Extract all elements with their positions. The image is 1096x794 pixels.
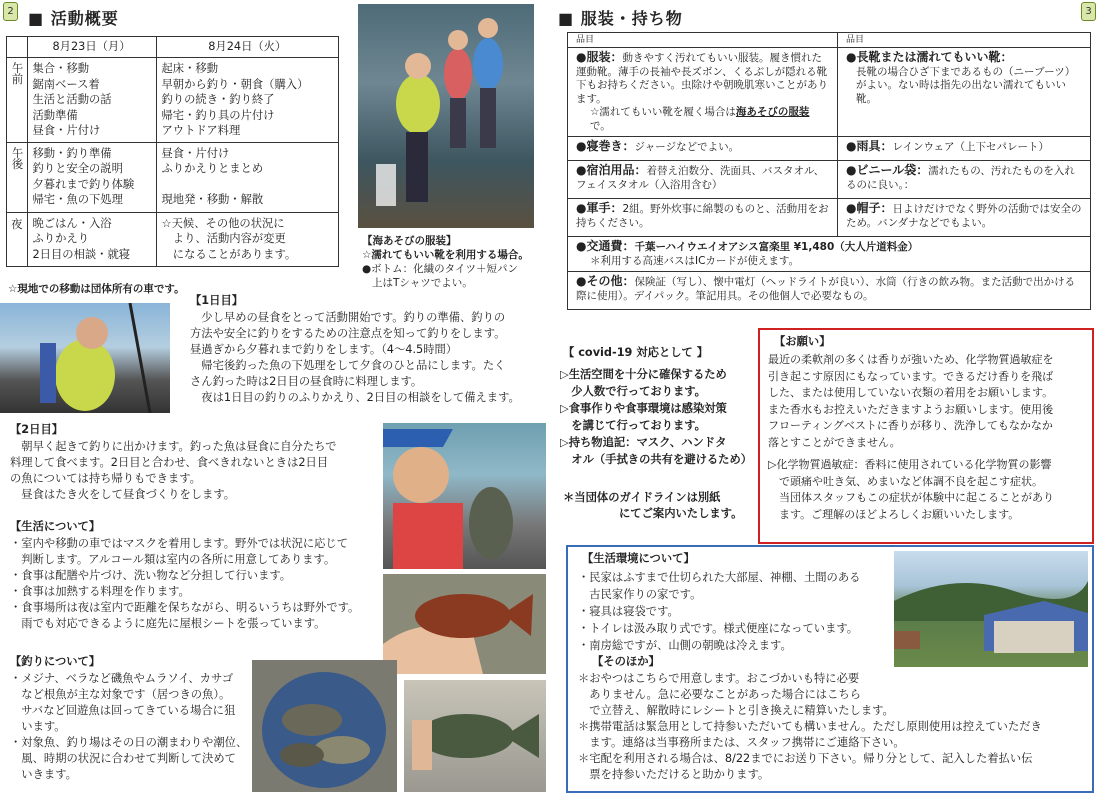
day2-heading: 【2日目】 [10, 423, 64, 436]
day1-afternoon: 移動・釣り準備 釣りと安全の説明 夕暮れまで釣り体験 帰宅・魚の下処理 [27, 142, 156, 212]
row-label-afternoon: 午後 [7, 142, 28, 212]
fish-in-hand-photo [404, 680, 546, 792]
request-box [758, 328, 1094, 544]
child-with-fish-photo [383, 423, 546, 569]
day1-heading: 【1日目】 [190, 294, 244, 307]
item-amagu: ●雨具：レインウェア（上下セパレート） [838, 137, 1091, 161]
day2-night: ☆天候、その他の状況に より、活動内容が変更 になることがあります。 [156, 212, 339, 266]
item-fukuso: ●服装：動きやすく汚れてもいい服装。履き慣れた運動靴。薄手の長袖や長ズボン、くるぶしが隠れる靴下もお持ちください。虫除けや朝晩肌寒いことがあります。 ☆濡れてもいい靴を履く場合は海あそびの服装で。 [568, 48, 838, 137]
page-number-left: 2 [3, 2, 18, 21]
other-heading: 【そのほか】 [592, 655, 660, 668]
boy-fishing-photo [0, 303, 170, 413]
page-number-right: 3 [1081, 2, 1096, 21]
other-text: ＊おやつはこちらで用意します。おこづかいも特に必要 ありません。急に必要なことがあった場合にはこちら で立替え、解散時にレシートと引き換えに精算いたします。 ＊携帯電話は緊急用として持参いただいても構いません。ただし原則使用は控えていただき ます。連絡は当事務所または、スタッフ携帯にご連絡下さい。 ＊宅配を利用される場合は、8/22までにお送り下さい。帰り分として、記入した着払い伝 票を持参いただけると助かります。 [578, 672, 1042, 781]
covid-text: ▷生活空間を十分に確保するため 少人数で行っております。 ▷食事作りや食事環境は感染対策 を講じて行っております。 ▷持ち物追記：マスク、ハンドタ オル（手拭きの共有を避けるため） [560, 368, 753, 466]
day1-night: 晩ごはん・入浴 ふりかえり 2日目の相談・就寝 [27, 212, 156, 266]
covid-heading: 【 covid-19 対応として 】 [563, 346, 709, 359]
fishing-text: ・メジナ、ベラなど磯魚やムラソイ、カサゴ など根魚が主な対象です（居つきの魚）。 サバなど回遊魚は回ってきている場合に狙 います。 ・対象魚、釣り場はその日の潮まわりや潮位、 風、時期の状況に合わせて判断して決めて いきます。 [10, 672, 248, 781]
request-text: 最近の柔軟剤の多くは香りが強いため、化学物質過敏症を 引き起こす原因にもなっています。できるだけ香りを飛ば した、または使用していない衣類の着用をお願いします。 また香水もお控えいただきますようお願いします。使用後 フローティングベストに香りが移り、洗浄してもなかなか 落とすことができません。 ▷化学物質過敏症：香料に使用されている化学物質の影響 で頭痛や吐き気、めまいなど体調不良を起こす症状。 当団体スタッフもこの症状が体験中に起こることがあり ます。ご理解のほどよろしくお願いいたします。 [768, 353, 1054, 521]
item-boushi: ●帽子：日よけだけでなく野外の活動では安全のため。バンダナなどでもよい。 [838, 199, 1091, 237]
transport-note: ☆現地での移動は団体所有の車です。 [8, 283, 185, 295]
clothing-heading: ■ 服装・持ち物 [558, 9, 683, 28]
fishing-heading: 【釣りについて】 [10, 655, 101, 668]
day2-text: 朝早く起きて釣りに出かけます。釣った魚は昼食に自分たちで 料理して食べます。2日目と合わせ、食べきれないときは2日目 の魚については持ち帰りもできます。 昼食はたき火をして昼食づくりをします。 [10, 440, 337, 501]
item-kotsuhi: ●交通費：千葉ーハイウエイオアシス富楽里 ¥1,480（大人片道料金） ＊利用する高速バスはICカードが使えます。 [568, 237, 1091, 272]
day2-afternoon: 昼食・片付け ふりかえりとまとめ 現地発・移動・解散 [156, 142, 339, 212]
scorpionfish-photo [383, 574, 546, 674]
clothing-col-label-2: 品目 [838, 33, 1091, 48]
item-gunte: ●軍手：2組。野外炊事に綿製のものと、活動用をお持ちください。 [568, 199, 838, 237]
clothing-table [567, 32, 1091, 310]
row-label-night: 夜 [7, 212, 28, 266]
life-heading: 【生活について】 [10, 520, 101, 533]
item-kutsu: ●長靴または濡れてもいい靴： 長靴の場合ひざ下まであるもの（ニーブーツ）がよい。ない時は指先の出ない濡れてもいい靴。 [838, 48, 1091, 137]
schedule-col-day1: 8月23日（月） [27, 37, 156, 58]
kids-caption: 【海あそびの服装】 ☆濡れてもいい靴を利用する場合。 ●ボトム：化繊のタイツ＋短パン 上はTシャツでよい。 [362, 235, 529, 289]
item-shukuhaku: ●宿泊用品：着替え泊数分、洗面具、バスタオル、フェイスタオル（入浴用含む） [568, 161, 838, 199]
environment-text: ・民家はふすまで仕切られた大部屋、神棚、土間のある 古民家作りの家です。 ・寝具は寝袋です。 ・トイレは汲み取り式です。様式便座になっています。 ・南房総ですが、山側の朝晩は冷えます。 [578, 571, 861, 652]
item-vinyl: ●ビニール袋：濡れたもの、汚れたものを入れるのに良い。： [838, 161, 1091, 199]
kids-at-beach-photo [358, 4, 534, 228]
row-label-morning: 午前 [7, 58, 28, 143]
fish-bucket-photo [252, 660, 397, 792]
covid-guideline: ＊当団体のガイドラインは別紙 にてご案内いたします。 [563, 491, 743, 520]
life-text: ・室内や移動の車ではマスクを着用します。野外では状況に応じて 判断します。アルコール類は室内の各所に用意してあります。 ・食事は配膳や片づけ、洗い物など分担して行います。 ・食事は加熱する料理を作ります。 ・食事場所は夜は室内で距離を保ちながら、明るいうちは野外です。 雨でも対応できるように庭先に屋根シートを張っています。 [10, 537, 360, 630]
overview-heading: ■ 活動概要 [28, 9, 119, 28]
environment-heading: 【生活環境について】 [582, 552, 695, 565]
environment-box [566, 545, 1094, 793]
schedule-table [6, 36, 339, 267]
item-sonota: ●その他：保険証（写し）、懐中電灯（ヘッドライトが良い）、水筒（行きの飲み物。また活動で出かける際に使用）。デイパック。筆記用具。その他個人で必要なもの。 [568, 272, 1091, 310]
schedule-col-day2: 8月24日（火） [156, 37, 339, 58]
day1-morning: 集合・移動 鋸南ベース着 生活と活動の話 活動準備 昼食・片付け [27, 58, 156, 143]
day1-text: 少し早めの昼食をとって活動開始です。釣りの準備、釣りの 方法や安全に釣りをするための注意点を知って釣りをします。 昼過ぎから夕暮れまで釣りをします。（4～4.5時間） 帰宅後釣った魚の下処理をして夕食のひと品にします。たく さん釣った時は2日目の昼食時に料理します。 夜は1日目の釣りのふりかえり、2日目の相談をして備えます。 [190, 311, 520, 404]
day2-morning: 起床・移動 早朝から釣り・朝食（購入） 釣りの続き・釣り終了 帰宅・釣り具の片付け アウトドア料理 [156, 58, 339, 143]
item-nemaki: ●寝巻き：ジャージなどでよい。 [568, 137, 838, 161]
old-house-photo [894, 551, 1088, 667]
request-heading: 【お願い】 [774, 335, 831, 348]
clothing-col-label-1: 品目 [568, 33, 838, 48]
